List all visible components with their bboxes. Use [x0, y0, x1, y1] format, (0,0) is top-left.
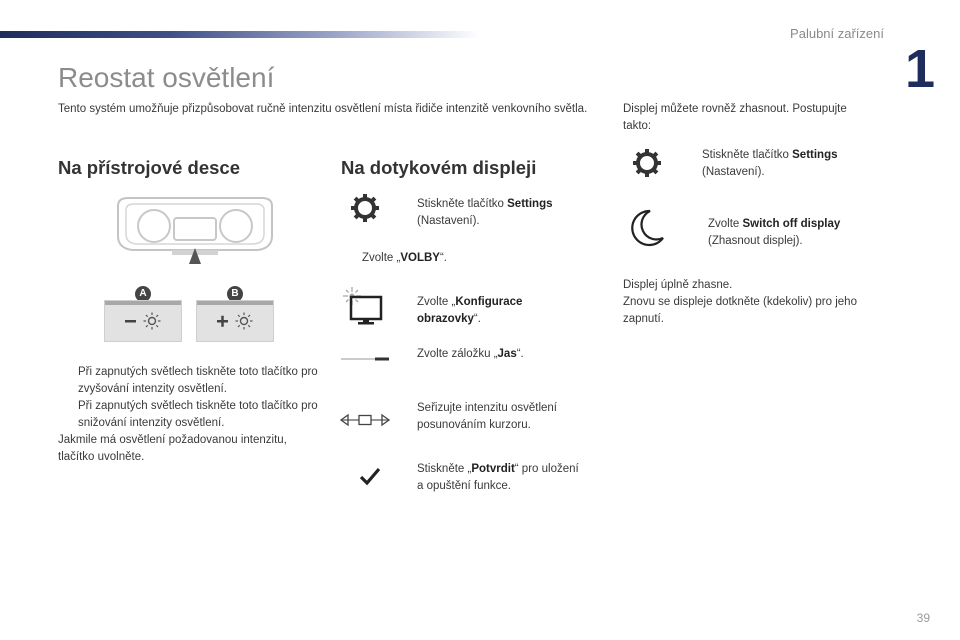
right-intro: Displej můžete rovněž zhasnout. Postupujte takto:: [623, 103, 847, 132]
middle-step-3: Zvolte „Konfigurace obrazovky“.: [417, 296, 523, 325]
tab-underline-icon: [341, 354, 389, 362]
right-step-1: Stiskněte tlačítko Settings (Nastavení).: [702, 149, 838, 178]
button-a-decrease[interactable]: [104, 300, 182, 342]
label-b-badge: B: [227, 286, 243, 302]
page-number: 39: [916, 611, 930, 625]
header-section-title: Palubní zařízení: [790, 26, 884, 41]
left-item-2: Při zapnutých světlech tiskněte toto tlačítko pro snižování intenzity osvětlení.: [78, 400, 318, 429]
label-a-badge: A: [135, 286, 151, 302]
gear-icon: [632, 148, 662, 178]
dashboard-illustration: [112, 194, 278, 264]
chapter-number: 1: [905, 39, 936, 99]
left-item-1: Při zapnutých světlech tiskněte toto tlačítko pro zvyšování intenzity osvětlení.: [78, 366, 318, 395]
slider-icon: [340, 413, 390, 427]
page-title: Reostat osvětlení: [58, 62, 275, 93]
section-title-touchscreen: Na dotykovém displeji: [341, 157, 537, 178]
checkmark-icon: [360, 467, 380, 485]
right-outro: Displej úplně zhasne. Znovu se displeje dotkněte (kdekoliv) pro jeho zapnutí.: [623, 279, 857, 325]
middle-step-6: Stiskněte „Potvrdit“ pro uložení a opuštění funkce.: [417, 463, 579, 492]
intro-text: Tento systém umožňuje přizpůsobovat ručně intenzitu osvětlení místa řidiče intenzitě venkovního světla.: [58, 103, 588, 115]
screen-brightness-icon: [343, 287, 385, 325]
gear-icon: [350, 193, 380, 223]
button-b-increase[interactable]: [196, 300, 274, 342]
right-step-2: Zvolte Switch off display (Zhasnout displej).: [708, 218, 841, 247]
middle-step-4: Zvolte záložku „Jas“.: [417, 348, 524, 360]
section-title-dashboard: Na přístrojové desce: [58, 157, 240, 178]
middle-step-5: Seřizujte intenzitu osvětlení posunováním kurzoru.: [417, 402, 557, 431]
moon-icon: [630, 208, 666, 248]
middle-step-1: Stiskněte tlačítko Settings (Nastavení).: [417, 198, 553, 227]
middle-step-2: Zvolte „VOLBY“.: [362, 252, 447, 264]
header-gradient-bar: [0, 31, 480, 38]
left-footer: Jakmile má osvětlení požadovanou intenzitu, tlačítko uvolněte.: [58, 434, 287, 463]
